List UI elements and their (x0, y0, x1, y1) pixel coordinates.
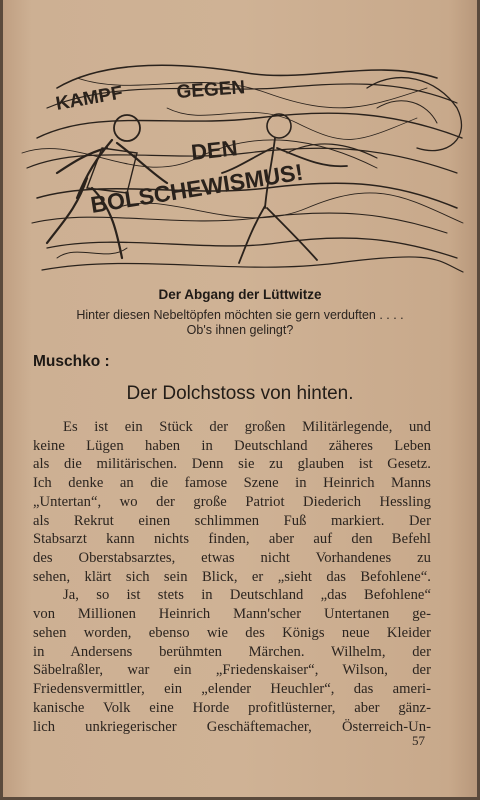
caption-title: Der Abgang der Lüttwitze (158, 287, 322, 302)
text-line: Friedensvermittler, ein „elender Heuchler“, das ameri- (33, 681, 431, 698)
text-line: „Untertan“, wo der große Patriot Diederich Hessling (33, 493, 431, 510)
text-line: von Millionen Heinrich Mann'scher Untertanen ge- (33, 606, 431, 623)
text-line: kanische Volk eine Horde profitlüsterner, aber gänz- (33, 699, 431, 716)
cartoon-drawing (17, 48, 465, 280)
caption-line-1: Hinter diesen Nebeltöpfen möchten sie gern verduften . . . . (76, 308, 404, 322)
text-line: als Rekrut einen schlimmen Fuß markiert. Der (33, 512, 431, 529)
svg-text:BOLSCHEWISMUS!: BOLSCHEWISMUS! (88, 158, 305, 218)
text-line: lich unkriegerischer Geschäftemacher, Österreich-Un- (33, 718, 431, 735)
text-line: Ja, so ist stets in Deutschland „das Befohlene“ (63, 587, 431, 604)
text-line: sehen, klärt sich sein Blick, er „sieht das Befohlene“. (33, 568, 431, 585)
text-line: in Andersens berühmten Märchen. Wilhelm, der (33, 643, 431, 660)
text-line: Es ist ein Stück der großen Militärlegende, und (63, 419, 431, 435)
article-heading: Der Dolchstoss von hinten. (126, 383, 354, 404)
svg-text:DEN: DEN (189, 135, 239, 165)
text-line: Stabsarzt kann nichts finden, aber auf den Befehl (33, 531, 431, 548)
cartoon-illustration (17, 48, 465, 280)
text-line: als die militärischen. Denn sie zu glauben ist Gesetz. (33, 456, 431, 473)
text-line: sehen worden, ebenso wie des Königs neue Kleider (33, 624, 431, 641)
svg-text:GEGEN: GEGEN (175, 77, 246, 103)
text-line: keine Lügen haben in Deutschland zäheres Leben (33, 437, 431, 454)
text-line: des Oberstabsarztes, etwas nicht Vorhandenes zu (33, 550, 431, 567)
author-name: Muschko : (33, 353, 110, 370)
page-number: 57 (412, 733, 425, 748)
text-line: Ich denke an die famose Szene in Heinrich Manns (33, 475, 431, 492)
svg-text:KAMPF: KAMPF (54, 82, 125, 115)
text-line: Säbelraßler, war ein „Friedenskaiser“, Wilson, der (33, 662, 431, 679)
caption-line-2: Ob's ihnen gelingt? (186, 323, 294, 337)
book-page (3, 0, 477, 797)
article-body (33, 418, 431, 736)
